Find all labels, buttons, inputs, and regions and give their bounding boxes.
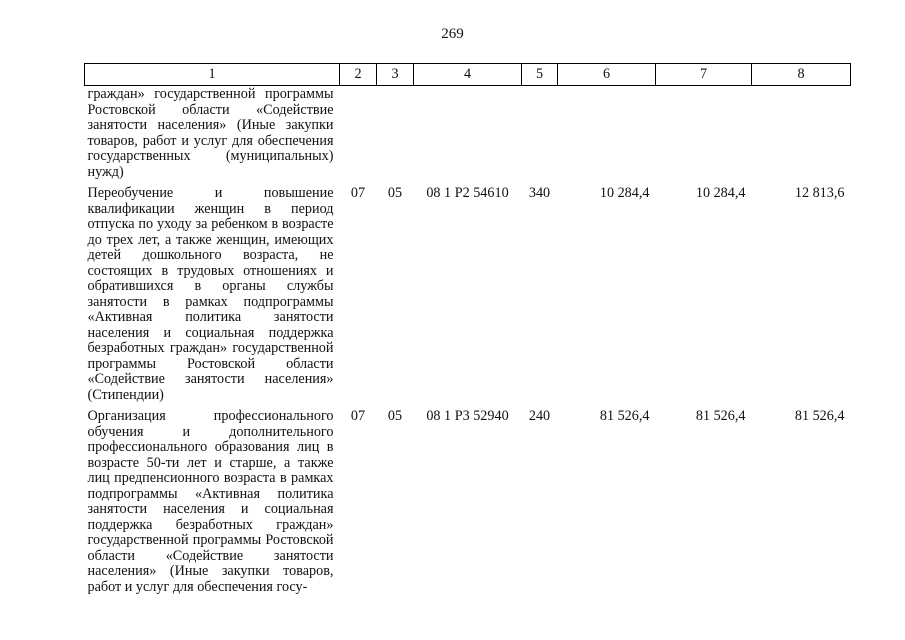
row-amount-2: 81 526,4 [695, 408, 746, 424]
header-col-4: 4 [414, 64, 522, 86]
header-col-1: 1 [85, 64, 340, 86]
row-target-code [414, 86, 522, 181]
header-col-2: 2 [340, 64, 377, 86]
header-col-5: 5 [522, 64, 558, 86]
row-description: Переобучение и повышение квалификации женщин в период отпуска по уходу за ребенком в возрасте до трех лет, а также женщин, имеющих детей дошкольного возраста, не состоящих в трудовых отношениях и обратившихся в органы службы занятости в рамках подпрограммы «Активная политика занятости населения и социальная поддержка безработных граждан» государственной программы Ростовской области «Содействие занятости населения» (Стипендии) [87, 185, 334, 403]
row-amount-3 [752, 86, 851, 181]
table-row [85, 86, 851, 181]
row-target-code: 08 1 P2 54610 [426, 185, 509, 201]
row-amount-2: 10 284,4 [695, 185, 746, 201]
table-header-row [85, 64, 851, 86]
header-col-8: 8 [752, 64, 851, 86]
row-description: граждан» государственной программы Ростовской области «Содействие занятости населения» (Иные закупки товаров, работ и услуг для обеспечения государственных (муниципальных) нужд) [87, 86, 334, 180]
row-subsection: 05 [387, 185, 403, 201]
row-expense-type: 340 [528, 185, 551, 201]
row-amount-3: 12 813,6 [794, 185, 845, 201]
row-subsection [377, 86, 414, 181]
header-col-3: 3 [377, 64, 414, 86]
row-expense-type: 240 [528, 408, 551, 424]
row-subsection: 05 [387, 408, 403, 424]
header-col-6: 6 [558, 64, 656, 86]
row-section: 07 [350, 185, 366, 201]
row-amount-1: 81 526,4 [599, 408, 650, 424]
row-target-code: 08 1 P3 52940 [426, 408, 509, 424]
row-expense-type [522, 86, 558, 181]
budget-table [84, 63, 851, 595]
table-row [85, 180, 851, 403]
row-section [340, 86, 377, 181]
row-amount-2 [656, 86, 752, 181]
header-col-7: 7 [656, 64, 752, 86]
table-row [85, 403, 851, 595]
row-amount-3: 81 526,4 [794, 408, 845, 424]
row-description: Организация профессионального обучения и дополнительного профессионального образования лиц в возрасте 50-ти лет и старше, а также лиц предпенсионного возраста в рамках подпрограммы «Активная политика занятости населения и социальная поддержка безработных граждан» государственной программы Ростовской области «Содействие занятости населения» (Иные закупки товаров, работ и услуг для обеспечения госу- [87, 408, 334, 595]
row-section: 07 [350, 408, 366, 424]
row-amount-1: 10 284,4 [599, 185, 650, 201]
page-number: 269 [441, 26, 464, 42]
row-amount-1 [558, 86, 656, 181]
